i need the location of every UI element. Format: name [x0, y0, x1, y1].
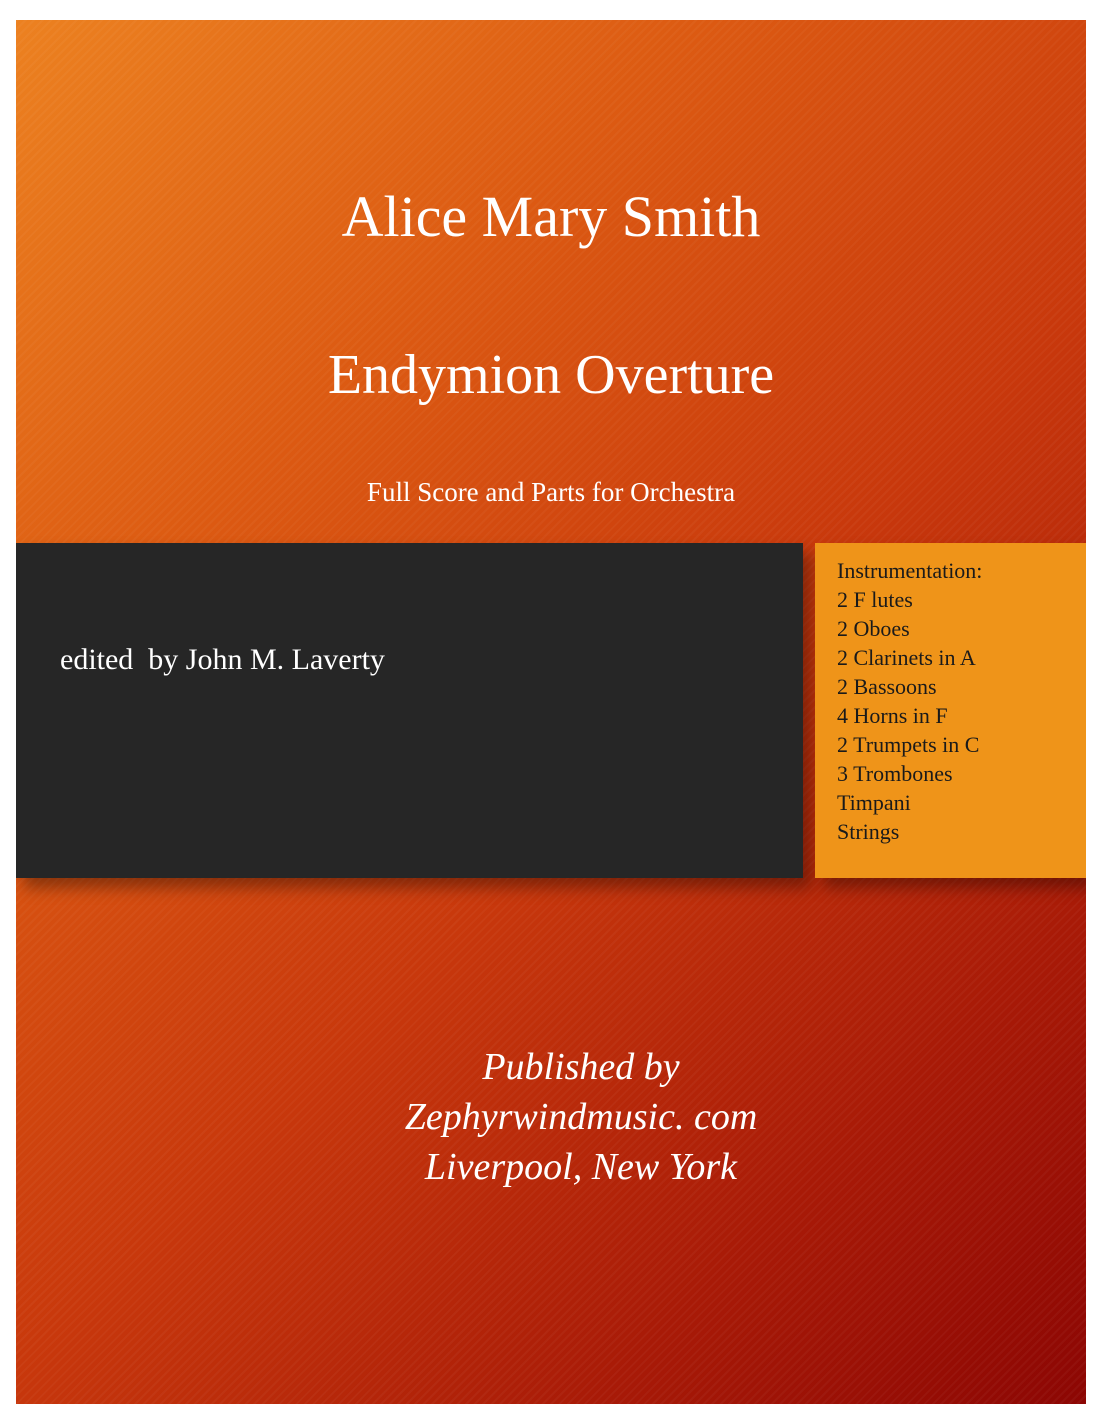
instrument-item: 2 F lutes: [837, 587, 913, 612]
instrumentation-list: [837, 585, 979, 846]
subtitle: Full Score and Parts for Orchestra: [366, 477, 736, 507]
instrument-item: Timpani: [837, 790, 911, 815]
instrument-item: 4 Horns in F: [837, 703, 948, 728]
editor-credit: edited by John M. Laverty: [60, 643, 385, 676]
publisher-website: Zephyrwindmusic. com: [404, 1096, 758, 1138]
cover-page: [16, 20, 1086, 1404]
instrumentation-heading: Instrumentation:: [837, 558, 983, 583]
instrument-item: 3 Trombones: [837, 761, 953, 786]
work-title: Endymion Overture: [327, 344, 775, 406]
publisher-line-published-by: Published by: [482, 1046, 680, 1088]
instrument-item: 2 Clarinets in A: [837, 645, 976, 670]
composer-name: Alice Mary Smith: [341, 184, 761, 249]
publisher-block: [16, 1042, 1086, 1192]
instrument-item: 2 Trumpets in C: [837, 732, 980, 757]
instrument-item: 2 Bassoons: [837, 674, 937, 699]
instrument-item: 2 Oboes: [837, 616, 910, 641]
editor-panel: [16, 543, 803, 878]
publisher-location: Liverpool, New York: [424, 1146, 738, 1188]
instrument-item: Strings: [837, 819, 900, 844]
instrumentation-panel: [815, 543, 1086, 878]
